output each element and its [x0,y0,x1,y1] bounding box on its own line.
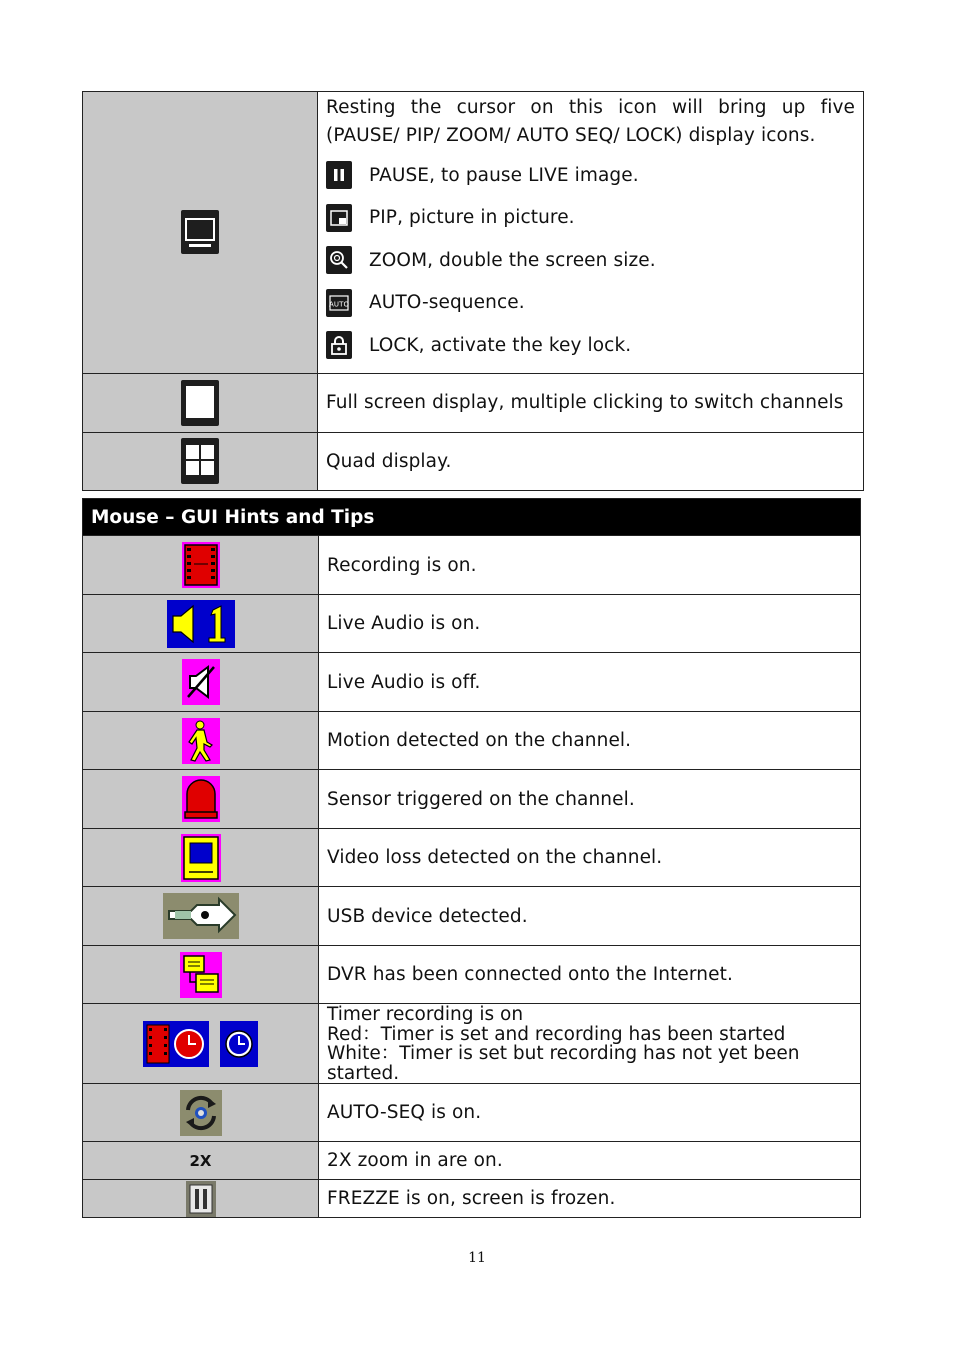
timer-icon-cell [83,1004,319,1084]
sub-item-label: LOCK, activate the key lock. [369,334,632,356]
table-row [83,92,864,374]
timer-line: Timer recording is on [327,1004,524,1025]
row-text: DVR has been connected onto the Internet. [319,946,861,1004]
row-text: Live Audio is off. [319,653,861,712]
table-row [83,829,861,887]
sub-item-label: AUTO-sequence. [369,292,525,314]
row-text: Motion detected on the channel. [319,712,861,770]
internet-icon [180,952,222,998]
sensor-icon [182,776,220,822]
row-text: 2X zoom in are on. [319,1142,861,1180]
row-text: Sensor triggered on the channel. [319,770,861,829]
row-text: USB device detected. [319,887,861,946]
motion-icon [182,718,220,764]
row-text: Recording is on. [319,536,861,595]
intro-line-1: Resting the cursor on this icon will bring up five [326,97,855,118]
zoom-icon [326,246,352,274]
timer-description [319,1004,861,1084]
auto-seq-icon [180,1090,222,1136]
row-text: AUTO-SEQ is on. [319,1084,861,1142]
intro-line-2: (PAUSE/ PIP/ ZOOM/ AUTO SEQ/ LOCK) display icons. [326,125,816,146]
table-row [83,1004,861,1084]
row-text: Quad display. [318,432,864,490]
timer-recording-red-icon [143,1021,209,1067]
sub-item-label: PAUSE, to pause LIVE image. [369,164,639,186]
freeze-icon [186,1181,216,1217]
table-row [83,373,864,432]
timer-line: Red：Timer is set and recording has been started [327,1023,786,1045]
table-row [83,887,861,946]
table-row [83,595,861,653]
sub-item-lock [326,324,855,367]
display-icons-table [82,91,864,491]
video-loss-icon [181,834,221,882]
table-row [83,1084,861,1142]
svg-text:AUTO: AUTO [329,300,349,309]
row-text: Full screen display, multiple clicking to switch channels [318,373,864,432]
sub-item-pause [326,154,855,197]
display-icon-description [318,92,864,374]
sub-item-auto-sequence [326,282,855,325]
quad-display-icon-cell [83,432,318,490]
full-screen-icon [181,380,219,426]
row-text: FREZZE is on, screen is frozen. [319,1180,861,1218]
table-row [83,536,861,595]
table-row [83,946,861,1004]
sub-item-pip [326,197,855,240]
live-audio-on-icon [167,600,235,648]
row-text: Live Audio is on. [319,595,861,653]
table-header-row [83,499,861,536]
pause-icon [326,161,352,189]
table-header: Mouse – GUI Hints and Tips [83,499,861,536]
recording-icon [182,542,220,588]
auto-sequence-icon [326,289,352,317]
page-number: 11 [468,1250,486,1266]
timer-set-white-icon [220,1021,258,1067]
sub-item-zoom [326,239,855,282]
table-row [83,653,861,712]
gui-hints-table [82,498,861,1218]
full-screen-icon-cell [83,373,318,432]
sub-item-label: ZOOM, double the screen size. [369,249,656,271]
quad-display-icon [181,438,219,484]
table-row [83,712,861,770]
table-row [83,432,864,490]
live-audio-off-icon [182,659,220,705]
table-row [83,1180,861,1218]
sub-item-label: PIP, picture in picture. [369,207,575,229]
timer-line: White：Timer is set but recording has not yet been [327,1043,800,1064]
display-icon-cell [83,92,318,374]
zoom-2x-label: 2X [189,1152,212,1170]
usb-icon [163,893,239,939]
pip-icon [326,204,352,232]
lock-icon [326,331,352,359]
row-text: Video loss detected on the channel. [319,829,861,887]
monitor-icon [181,210,219,254]
timer-line: started. [327,1062,400,1084]
table-row [83,770,861,829]
table-row [83,1142,861,1180]
